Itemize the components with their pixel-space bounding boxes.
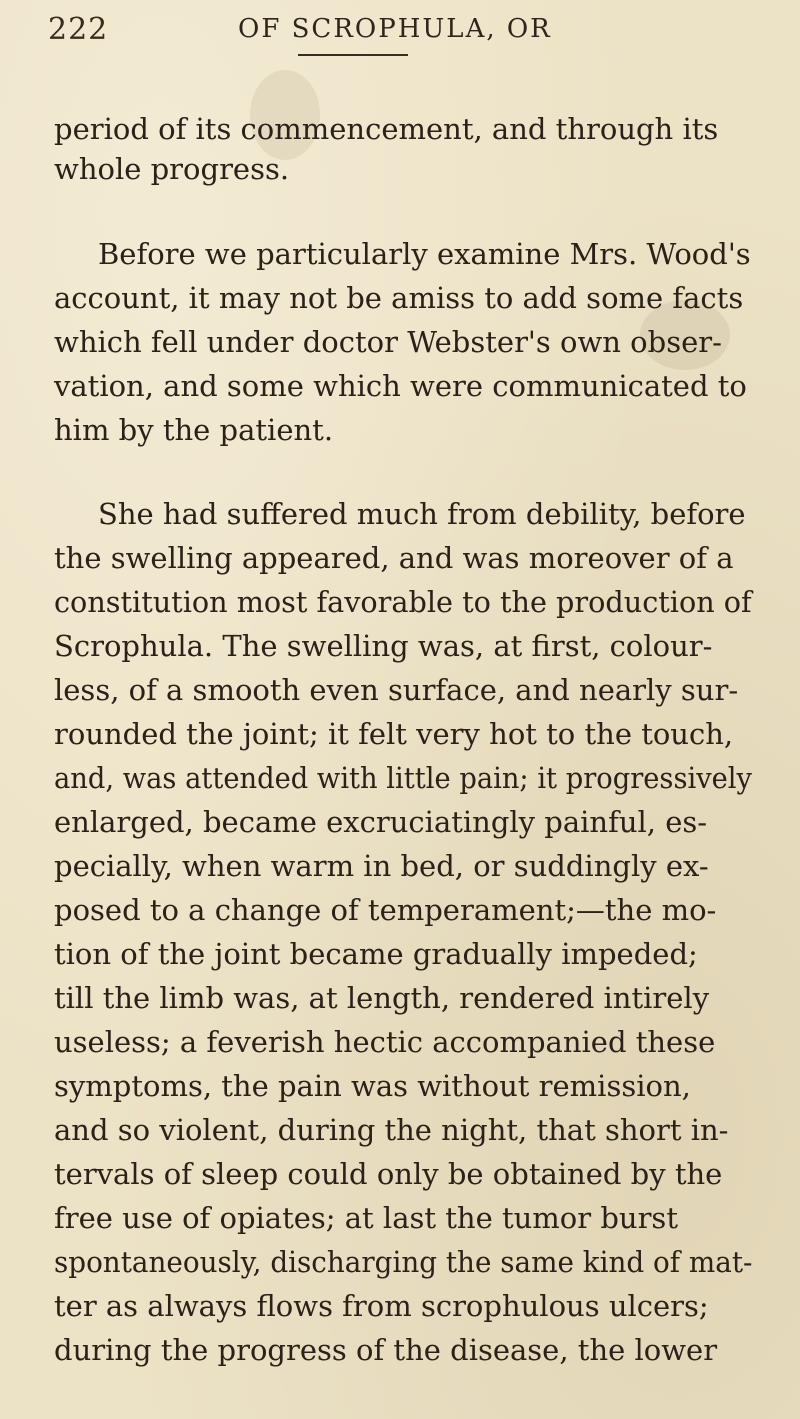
text-line: pecially, when warm in bed, or suddingly ex- xyxy=(54,849,709,883)
text-line: and, was attended with little pain; it progressively xyxy=(54,761,752,795)
text-line: rounded the joint; it felt very hot to the touch, xyxy=(54,717,734,751)
text-line: symptoms, the pain was without remission, xyxy=(54,1069,691,1103)
text-line: the swelling appeared, and was moreover of a xyxy=(54,541,734,575)
running-title: OF SCROPHULA, OR xyxy=(238,14,552,44)
text-line: less, of a smooth even surface, and nearly sur- xyxy=(54,673,739,707)
header-rule xyxy=(298,54,408,56)
text-line: tion of the joint became gradually impeded; xyxy=(54,937,698,971)
text-line: free use of opiates; at last the tumor burst xyxy=(54,1201,678,1235)
text-line: him by the patient. xyxy=(54,413,334,447)
text-line: ter as always flows from scrophulous ulcers; xyxy=(54,1289,709,1323)
text-line: Before we particularly examine Mrs. Wood's xyxy=(98,237,751,271)
text-line: spontaneously, discharging the same kind of mat- xyxy=(54,1245,753,1279)
text-line: account, it may not be amiss to add some facts xyxy=(54,281,744,315)
text-line: period of its commencement, and through its xyxy=(54,112,719,146)
text-line: She had suffered much from debility, before xyxy=(98,497,746,531)
text-line: useless; a feverish hectic accompanied these xyxy=(54,1025,716,1059)
text-line: which fell under doctor Webster's own obser- xyxy=(54,325,722,359)
text-line: till the limb was, at length, rendered intirely xyxy=(54,981,710,1015)
text-line: tervals of sleep could only be obtained by the xyxy=(54,1157,723,1191)
page-number: 222 xyxy=(48,12,109,47)
text-line: Scrophula. The swelling was, at first, colour- xyxy=(54,629,713,663)
text-line: constitution most favorable to the production of xyxy=(54,585,752,619)
text-line: posed to a change of temperament;—the mo- xyxy=(54,893,717,927)
text-line: vation, and some which were communicated to xyxy=(54,369,747,403)
text-line: whole progress. xyxy=(54,152,290,186)
text-line: enlarged, became excruciatingly painful, es- xyxy=(54,805,708,839)
text-line: and so violent, during the night, that short in- xyxy=(54,1113,729,1147)
text-line: during the progress of the disease, the lower xyxy=(54,1333,718,1367)
running-head xyxy=(48,12,768,52)
